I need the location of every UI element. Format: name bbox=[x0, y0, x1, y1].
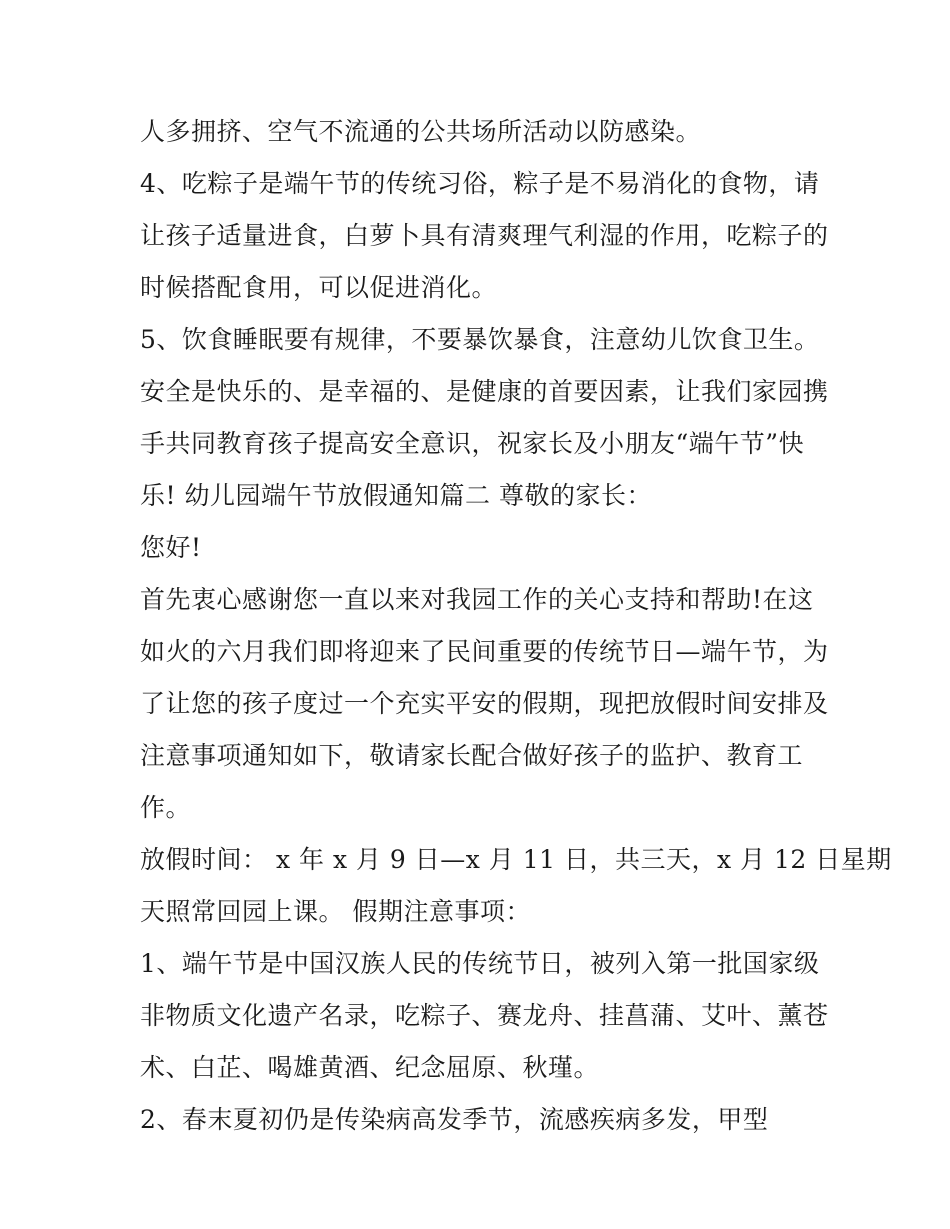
text-line: 天照常回园上课。 假期注意事项： bbox=[140, 897, 531, 926]
text-line: 非物质文化遗产名录，吃粽子、赛龙舟、挂菖蒲、艾叶、薰苍 bbox=[140, 1001, 829, 1030]
text-line: 安全是快乐的、是幸福的、是健康的首要因素，让我们家园携 bbox=[140, 377, 829, 406]
text-line: 1、端午节是中国汉族人民的传统节日，被列入第一批国家级 bbox=[140, 949, 820, 978]
text-line: 了让您的孩子度过一个充实平安的假期，现把放假时间安排及 bbox=[140, 689, 829, 718]
document-body bbox=[140, 106, 892, 1146]
text-line: 作。 bbox=[140, 793, 192, 822]
text-line: 术、白芷、喝雄黄酒、纪念屈原、秋瑾。 bbox=[140, 1053, 600, 1082]
text-line: 4、吃粽子是端午节的传统习俗，粽子是不易消化的食物，请 bbox=[140, 169, 820, 198]
text-line: 2、春末夏初仍是传染病高发季节，流感疾病多发，甲型 bbox=[140, 1105, 769, 1134]
text-line: 手共同教育孩子提高安全意识，祝家长及小朋友“端午节”快 bbox=[140, 429, 805, 458]
text-line: 让孩子适量进食，白萝卜具有清爽理气利湿的作用，吃粽子的 bbox=[140, 221, 829, 250]
text-line: 注意事项通知如下，敬请家长配合做好孩子的监护、教育工 bbox=[140, 741, 804, 770]
text-line: 5、饮食睡眠要有规律，不要暴饮暴食，注意幼儿饮食卫生。 bbox=[140, 325, 820, 354]
text-line: 放假时间： x 年 x 月 9 日—x 月 11 日，共三天，x 月 12 日星期 bbox=[140, 845, 892, 874]
text-line: 您好! bbox=[140, 533, 202, 562]
text-line: 人多拥挤、空气不流通的公共场所活动以防感染。 bbox=[140, 117, 702, 146]
text-line: 乐! 幼儿园端午节放假通知篇二 尊敬的家长： bbox=[140, 481, 652, 510]
text-line: 首先衷心感谢您一直以来对我园工作的关心支持和帮助!在这 bbox=[140, 585, 814, 614]
text-line: 如火的六月我们即将迎来了民间重要的传统节日—端午节，为 bbox=[140, 637, 829, 666]
text-line: 时候搭配食用，可以促进消化。 bbox=[140, 273, 498, 302]
